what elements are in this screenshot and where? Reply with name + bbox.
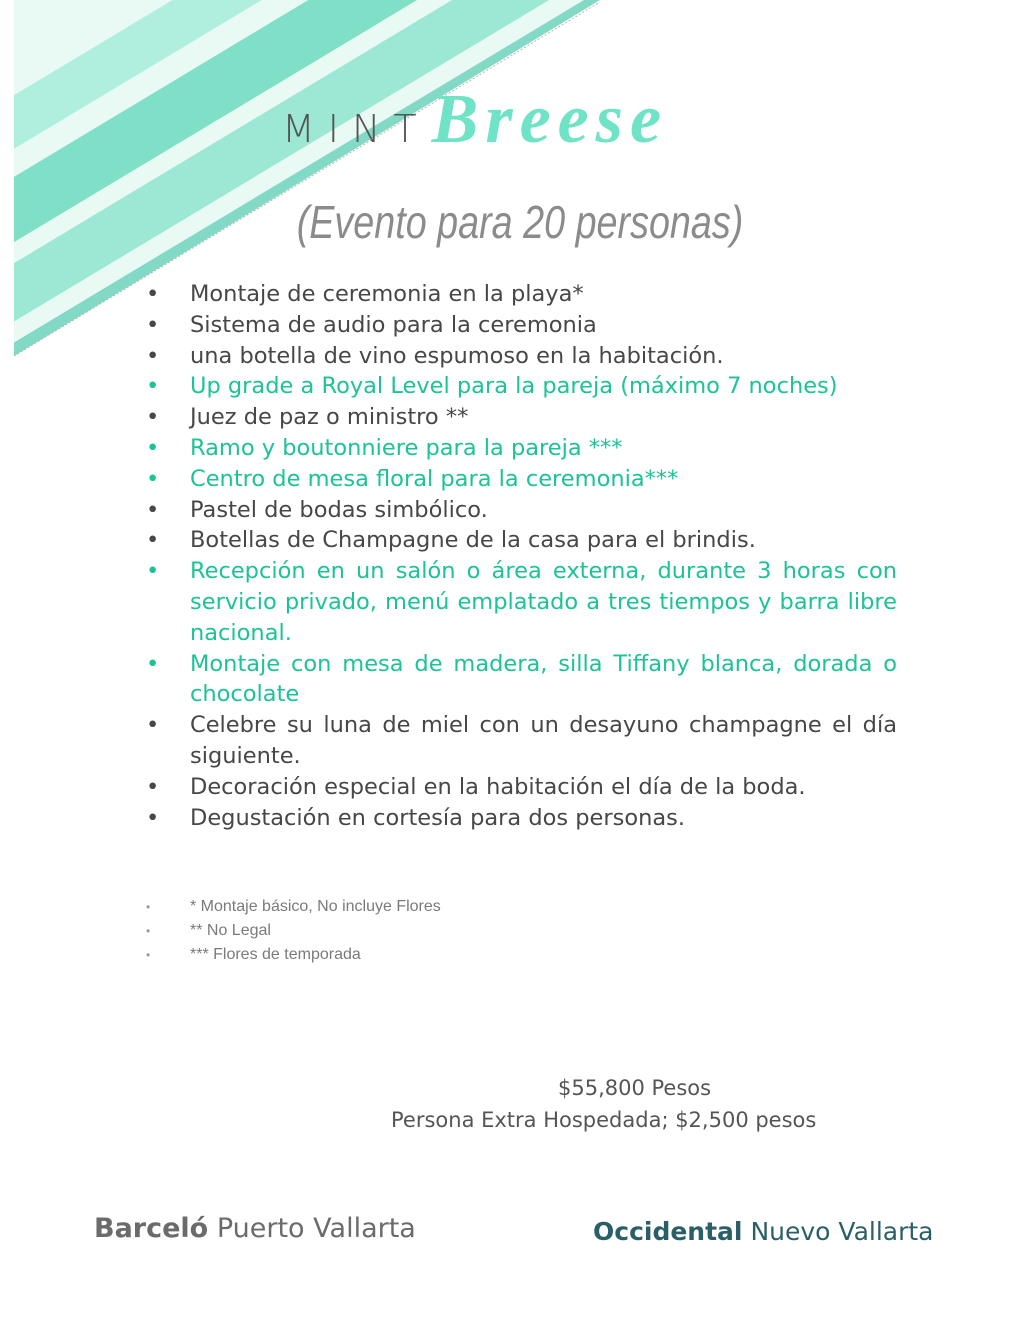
list-item: • Celebre su luna de miel con un desayuno champagne el día siguiente. <box>146 710 897 772</box>
footnote: • * Montaje básico, No incluye Flores <box>146 895 441 919</box>
title-mint: MINT <box>282 107 430 151</box>
brand-title <box>282 80 668 160</box>
list-item: • Sistema de audio para la ceremonia <box>146 310 897 341</box>
list-item: • Pastel de bodas simbólico. <box>146 495 897 526</box>
occidental-logo-bold: Occidental <box>593 1217 743 1246</box>
list-item: • Decoración especial en la habitación el día de la boda. <box>146 772 897 803</box>
occidental-logo <box>593 1217 934 1246</box>
list-item: • una botella de vino espumoso en la habitación. <box>146 341 897 372</box>
event-subtitle: (Evento para 20 personas) <box>296 196 744 248</box>
list-item: • Montaje con mesa de madera, silla Tiffany blanca, dorada o chocolate <box>146 649 897 711</box>
footnote: • *** Flores de temporada <box>146 943 441 967</box>
barcelo-logo-rest: Puerto Vallarta <box>208 1213 416 1244</box>
list-item: • Ramo y boutonniere para la pareja *** <box>146 433 897 464</box>
list-item: • Botellas de Champagne de la casa para el brindis. <box>146 525 897 556</box>
title-breese: Breese <box>431 81 669 158</box>
list-item: • Juez de paz o ministro ** <box>146 402 897 433</box>
footnote: • ** No Legal <box>146 919 441 943</box>
list-item: • Centro de mesa floral para la ceremonia*** <box>146 464 897 495</box>
barcelo-logo <box>94 1213 416 1244</box>
list-item: • Recepción en un salón o área externa, durante 3 horas con servicio privado, menú emplatado a tres tiempos y barra libre nacional. <box>146 556 897 648</box>
footnotes-list <box>146 895 441 967</box>
list-item: • Montaje de ceremonia en la playa* <box>146 279 897 310</box>
package-price: $55,800 Pesos <box>558 1076 712 1100</box>
extra-person-price: Persona Extra Hospedada; $2,500 pesos <box>391 1108 817 1132</box>
occidental-logo-rest: Nuevo Vallarta <box>742 1217 934 1246</box>
list-item: • Up grade a Royal Level para la pareja (máximo 7 noches) <box>146 371 897 402</box>
barcelo-logo-bold: Barceló <box>94 1213 209 1244</box>
package-items-list <box>146 279 897 833</box>
list-item: • Degustación en cortesía para dos personas. <box>146 803 897 834</box>
